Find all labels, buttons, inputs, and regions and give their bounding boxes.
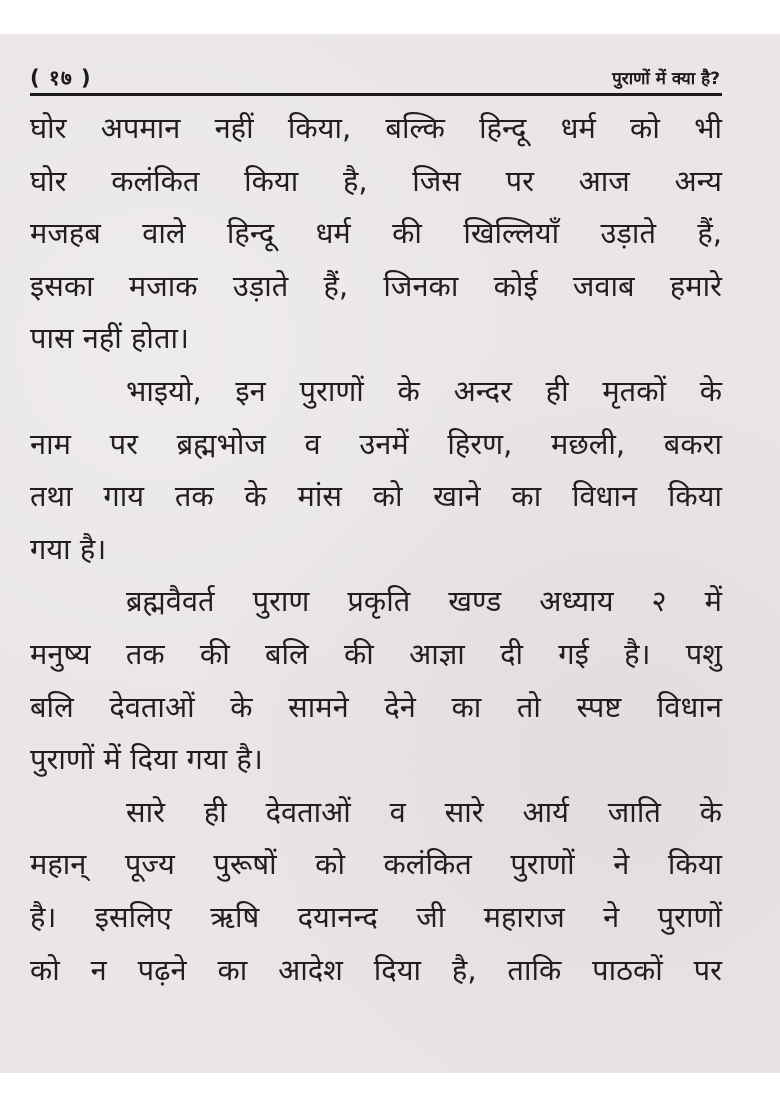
text-line: इसका मजाक उड़ाते हैं, जिनका कोई जवाब हमारे [30, 268, 722, 303]
page-header [30, 64, 722, 92]
text-line: पुराणों में दिया गया है। [30, 742, 263, 777]
running-title: पुराणों में क्या है? [612, 69, 720, 89]
text-line: को न पढ़ने का आदेश दिया है, ताकि पाठकों पर [30, 952, 722, 987]
text-line: गया है। [30, 531, 107, 566]
text-line: महान् पूज्य पुरूषों को कलंकित पुराणों ने किया [30, 847, 722, 882]
text-line: भाइयो, इन पुराणों के अन्दर ही मृतकों के [126, 373, 722, 408]
text-line: नाम पर ब्रह्मभोज व उनमें हिरण, मछली, बकरा [30, 426, 722, 461]
page-number: ( १७ ) [30, 66, 92, 90]
book-page [0, 34, 780, 1073]
paragraph [30, 575, 722, 785]
paragraph [30, 786, 722, 996]
paragraph [30, 365, 722, 575]
text-line: ब्रह्मवैवर्त पुराण प्रकृति खण्ड अध्याय २ में [126, 584, 722, 619]
header-divider [30, 93, 722, 96]
text-line: मनुष्य तक की बलि की आज्ञा दी गई है। पशु [30, 636, 722, 671]
body-text [30, 102, 722, 996]
text-line: मजहब वाले हिन्दू धर्म की खिल्लियाँ उड़ाते हैं, [30, 216, 722, 251]
text-line: सारे ही देवताओं व सारे आर्य जाति के [126, 794, 722, 829]
text-line: बलि देवताओं के सामने देने का तो स्पष्ट विधान [30, 689, 722, 724]
text-line: घोर कलंकित किया है, जिस पर आज अन्य [30, 163, 722, 198]
paragraph [30, 102, 722, 365]
text-line: पास नहीं होता। [30, 321, 189, 356]
text-line: घोर अपमान नहीं किया, बल्कि हिन्दू धर्म को भी [30, 111, 722, 145]
text-line: तथा गाय तक के मांस को खाने का विधान किया [30, 479, 722, 514]
text-line: है। इसलिए ऋषि दयानन्द जी महाराज ने पुराणों [30, 899, 722, 934]
